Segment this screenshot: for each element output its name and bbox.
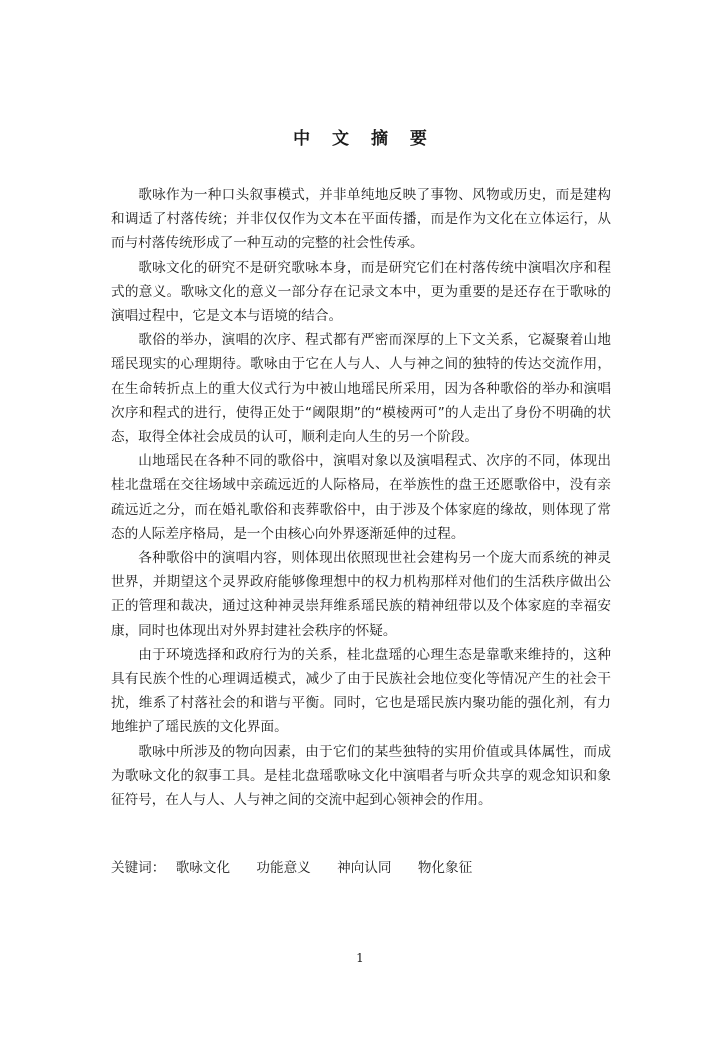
keywords-label: 关键词：	[111, 860, 166, 876]
abstract-body	[111, 183, 611, 812]
paragraph-6: 由于环境选择和政府行为的关系，桂北盘瑶的心理生态是靠歌来维持的，这种具有民族个性的心理调适模式，减少了由于民族社会地位变化等情况产生的社会干扰，维系了村落社会的和谐与平衡。同时，它也是瑶民族内聚功能的强化剂，有力地维护了瑶民族的文化界面。	[111, 646, 611, 736]
keyword-item: 物化象征	[417, 860, 473, 876]
paragraph-4: 山地瑶民在各种不同的歌俗中，演唱对象以及演唱程式、次序的不同，体现出桂北盘瑶在交往场域中亲疏远近的人际格局，在举族性的盘王还愿歌俗中，没有亲疏远近之分，而在婚礼歌俗和丧葬歌俗中，由于涉及个体家庭的缘故，则体现了常态的人际差序格局，是一个由核心向外界逐渐延伸的过程。	[111, 453, 611, 542]
keyword-item: 歌咏文化	[175, 860, 231, 876]
keywords-line	[111, 856, 494, 876]
paragraph-1: 歌咏作为一种口头叙事模式，并非单纯地反映了事物、风物或历史，而是建构和调适了村落传统；并非仅仅作为文本在平面传播，而是作为文化在立体运行，从而与村落传统形成了一种互动的完整的社会性传承。	[111, 187, 611, 252]
paragraph-5: 各种歌俗中的演唱内容，则体现出依照现世社会建构另一个庞大而系统的神灵世界，并期望这个灵界政府能够像理想中的权力机构那样对他们的生活秩序做出公正的管理和裁决，通过这种神灵崇拜维系瑶民族的精神纽带以及个体家庭的幸福安康，同时也体现出对外界封建社会秩序的怀疑。	[111, 550, 611, 639]
paragraph-2: 歌咏文化的研究不是研究歌咏本身，而是研究它们在村落传统中演唱次序和程式的意义。歌咏文化的意义一部分存在记录文本中，更为重要的是还存在于歌咏的演唱过程中，它是文本与语境的结合。	[111, 259, 611, 325]
paragraph-3: 歌俗的举办，演唱的次序、程式都有严密而深厚的上下文关系，它凝聚着山地瑶民现实的心理期待。歌咏由于它在人与人、人与神之间的独特的传达交流作用，在生命转折点上的重大仪式行为中被山地瑶民所采用，因为各种歌俗的举办和演唱次序和程式的进行，使得正处于“阈限期”的“模棱两可”的人走出了身份不明确的状态，取得全体社会成员的认可，顺利走向人生的另一个阶段。	[111, 332, 611, 446]
page-title: 中 文 摘 要	[293, 129, 435, 149]
paragraph-7: 歌咏中所涉及的物向因素，由于它们的某些独特的实用价值或具体属性，而成为歌咏文化的叙事工具。是桂北盘瑶歌咏文化中演唱者与听众共享的观念知识和象征符号，在人与人、人与神之间的交流中起到心领神会的作用。	[111, 743, 611, 809]
keyword-item: 功能意义	[256, 860, 311, 876]
page-number: 1	[356, 951, 364, 965]
keyword-item: 神向认同	[337, 860, 392, 876]
